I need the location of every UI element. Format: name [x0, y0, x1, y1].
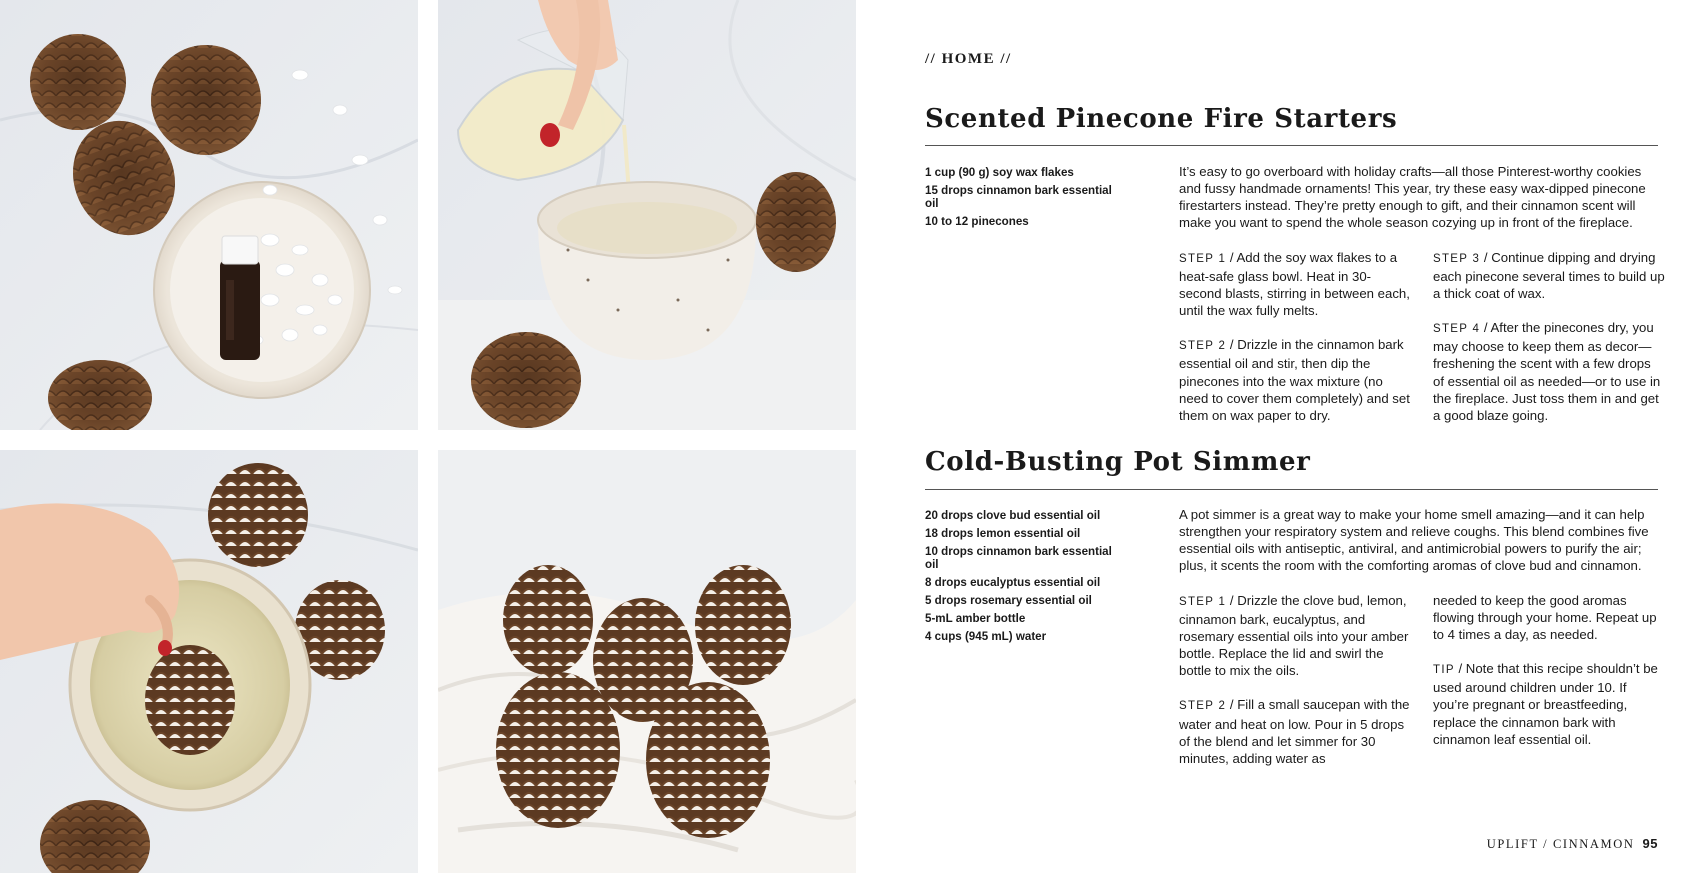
title-rule: [925, 145, 1658, 146]
ingredient-list: [925, 166, 1125, 233]
recipe-intro: It’s easy to go overboard with holiday crafts—all those Pinterest-worthy cookies and fussy handmade ornaments! This year, try these easy wax-dipped pinecone firestarters instead. They’re pretty enough to gift, and their cinnamon scent will make you want to spend the whole season cozying up in front of the fireplace.: [1179, 164, 1646, 231]
steps-column: [1179, 249, 1411, 441]
page-number: 95: [1642, 836, 1658, 851]
tip-text: Note that this recipe shouldn’t be used around children under 10. If you’re pregnant or breastfeeding, replace the cinnamon bark with cinnamon leaf essential oil.: [1433, 661, 1658, 747]
photo-wax-dipped-pinecones: [438, 450, 856, 873]
photo-pouring-melted-wax: [438, 0, 856, 430]
step: STEP 2 / Drizzle in the cinnamon bark essential oil and stir, then dip the pinecones into the wax mixture (no need to cover them completely) and set them on wax paper to dry.: [1179, 337, 1410, 423]
title-rule: [925, 489, 1658, 490]
photo-dipping-pinecone: [0, 450, 418, 873]
pinecone: [496, 672, 620, 828]
step: STEP 2 / Fill a small saucepan with the water and heat on low. Pour in 5 drops of the blend and let simmer for 30 minutes, adding water as: [1179, 697, 1410, 766]
ingredient-item: 8 drops eucalyptus essential oil: [925, 576, 1101, 589]
ingredient-item: 15 drops cinnamon bark essential oil: [925, 184, 1112, 210]
ingredient-item: 18 drops lemon essential oil: [925, 527, 1081, 540]
ingredient-list: [925, 509, 1125, 648]
ingredient-item: 5-mL amber bottle: [925, 612, 1026, 625]
step-text: Add the soy wax flakes to a heat-safe glass bowl. Heat in 30-second blasts, stirring in between each, until the wax fully melts.: [1179, 250, 1410, 319]
step: STEP 3 / Continue dipping and drying each pinecone several times to build up a thick coat of wax.: [1433, 250, 1665, 302]
step: STEP 4 / After the pinecones dry, you may choose to keep them as decor—freshening the scent with a few drops of essential oil as needed—or to use in the fireplace. Just toss them in and get a good blaze going.: [1433, 320, 1661, 423]
step-text: Drizzle in the cinnamon bark essential oil and stir, then dip the pinecones into the wax mixture (no need to cover them completely) and set them on wax paper to dry.: [1179, 337, 1410, 423]
step-label: STEP 1: [1179, 596, 1227, 608]
step-label: STEP 2: [1179, 340, 1227, 353]
step-text: After the pinecones dry, you may choose to keep them as decor—freshening the scent with a few drops of essential oil as needed—or to use in the fireplace. Just toss them in and get a good blaze going.: [1433, 320, 1661, 423]
steps-column: [1179, 592, 1411, 784]
recipe-title: Cold-Busting Pot Simmer: [925, 447, 1311, 477]
ingredient-item: 10 to 12 pinecones: [925, 215, 1029, 228]
ingredient-item: 1 cup (90 g) soy wax flakes: [925, 166, 1074, 179]
step: STEP 1 / Add the soy wax flakes to a heat-safe glass bowl. Heat in 30-second blasts, stirring in between each, until the wax fully melts.: [1179, 250, 1410, 319]
pinecone: [646, 682, 770, 838]
pinecone: [503, 565, 593, 675]
step-text: Fill a small saucepan with the water and heat on low. Pour in 5 drops of the blend and let simmer for 30 minutes, adding water as: [1179, 697, 1410, 766]
pinecone: [695, 565, 791, 685]
step-label: STEP 4: [1433, 323, 1481, 336]
step-label: STEP 1: [1179, 253, 1227, 265]
steps-column: [1433, 592, 1665, 765]
recipe-title: Scented Pinecone Fire Starters: [925, 104, 1398, 134]
pinecone: [145, 645, 235, 755]
ingredient-item: 4 cups (945 mL) water: [925, 630, 1047, 643]
ingredient-item: 20 drops clove bud essential oil: [925, 509, 1101, 522]
page-footer: [1487, 836, 1658, 852]
step-text: Continue dipping and drying each pinecone several times to build up a thick coat of wax.: [1433, 250, 1665, 302]
recipe-intro: A pot simmer is a great way to make your home smell amazing—and it can help strengthen your respiratory system and relieve coughs. This blend combines five essential oils with antiseptic, antiviral, and antimicrobial powers to purify the air; plus, it scents the room with the comforting aromas of clove bud and cinnamon.: [1179, 507, 1649, 574]
pinecone: [208, 463, 308, 567]
photo-pinecones-wax-flakes: [0, 0, 418, 430]
tip: TIP / Note that this recipe shouldn’t be used around children under 10. If you’re pregnant or breastfeeding, replace the cinnamon bark with cinnamon leaf essential oil.: [1433, 661, 1658, 747]
step-continued: [1433, 592, 1665, 643]
section-label: // HOME //: [925, 51, 1012, 67]
step-label: STEP 2: [1179, 700, 1227, 713]
step-text: Drizzle the clove bud, lemon, cinnamon bark, eucalyptus, and rosemary essential oils into your amber bottle. Replace the lid and swirl the bottle to mix the oils.: [1179, 593, 1409, 679]
step-text: needed to keep the good aromas flowing through your home. Repeat up to 4 times a day, as needed.: [1433, 593, 1657, 643]
ingredient-item: 10 drops cinnamon bark essential oil: [925, 545, 1112, 571]
ingredient-item: 5 drops rosemary essential oil: [925, 594, 1092, 607]
step-label: STEP 3: [1433, 253, 1481, 265]
tip-label: TIP: [1433, 664, 1455, 677]
running-head: UPLIFT / CINNAMON: [1486, 837, 1635, 851]
step: STEP 1 / Drizzle the clove bud, lemon, cinnamon bark, eucalyptus, and rosemary essential oils into your amber bottle. Replace the lid and swirl the bottle to mix the oils.: [1179, 593, 1409, 679]
steps-column: [1433, 249, 1665, 441]
